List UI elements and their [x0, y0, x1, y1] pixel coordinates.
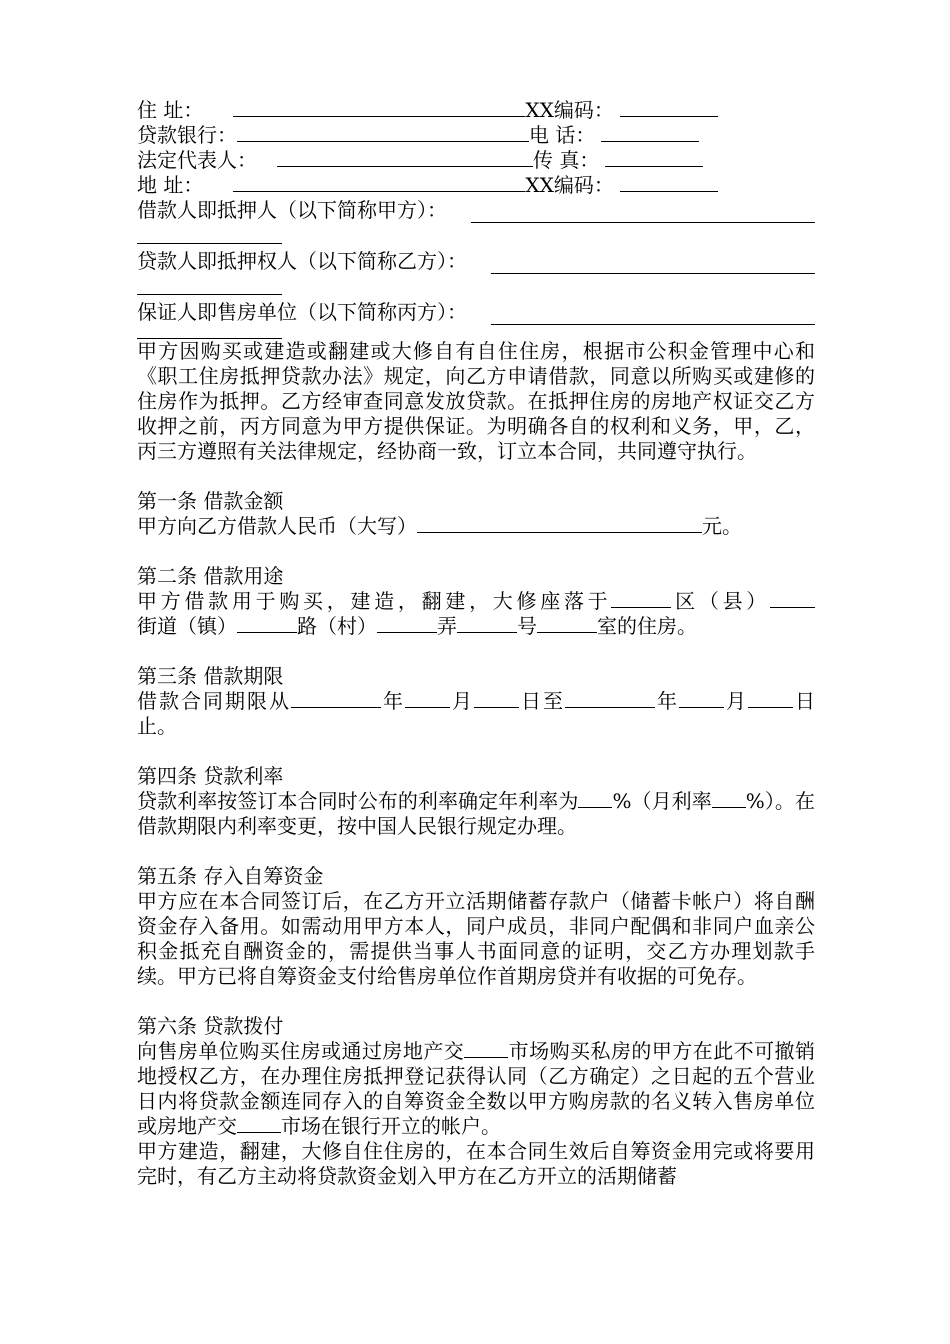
blank[interactable]: [291, 689, 381, 708]
article-3-text: 借款合同期限从 年 月 日至 年 月 日止。: [137, 689, 815, 738]
blank[interactable]: [471, 204, 815, 223]
blank[interactable]: [537, 614, 597, 633]
article-1-title: 第一条 借款金额: [137, 489, 284, 513]
article-2-text: 甲方借款用于购买，建造，翻建，大修座落于 区（县）街道（镇） 路（村） 弄 号 室的住房。: [137, 589, 815, 639]
article-3-title: 第三条 借款期限: [137, 664, 284, 688]
blank[interactable]: [417, 514, 702, 533]
field-legal-rep: 法定代表人： 传 真：: [137, 148, 815, 173]
blank[interactable]: [611, 589, 671, 608]
blank[interactable]: [620, 173, 718, 192]
blank[interactable]: [474, 689, 519, 708]
blank[interactable]: [464, 1039, 508, 1058]
article-6-text: 向售房单位购买住房或通过房地产交 市场购买私房的甲方在此不可撤销地授权乙方，在办理住房抵押登记获得认同（乙方确定）之日起的五个营业日内将贷款金额连同存入的自筹资金全数以甲方购房款的名义转入售房单位或房地产交 市场在银行开立的帐户。: [137, 1039, 816, 1138]
blank[interactable]: [748, 689, 793, 708]
blank[interactable]: [578, 789, 612, 808]
blank[interactable]: [377, 614, 437, 633]
blank[interactable]: [620, 98, 718, 117]
blank[interactable]: [137, 243, 282, 244]
blank[interactable]: [457, 614, 517, 633]
party-borrower: 借款人即抵押人（以下简称甲方）：: [137, 198, 815, 223]
blank[interactable]: [491, 306, 815, 325]
article-4-title: 第四条 贷款利率: [137, 764, 284, 788]
blank[interactable]: [770, 589, 815, 608]
field-lending-bank: 贷款银行： 电 话：: [137, 123, 815, 148]
blank[interactable]: [237, 1114, 281, 1133]
preamble: 甲方因购买或建造或翻建或大修自有自住住房，根据市公积金管理中心和《职工住房抵押贷款办法》规定，向乙方申请借款，同意以所购买或建修的住房作为抵押。乙方经审查同意发放贷款。在抵押住房的房地产权证交乙方收押之前，丙方同意为甲方提供保证。为明确各自的权利和义务，甲，乙，丙三方遵照有关法律规定，经协商一致，订立本合同，共同遵守执行。: [137, 339, 815, 463]
field-address: 住 址： XX编码：: [137, 98, 815, 123]
article-5-title: 第五条 存入自筹资金: [137, 864, 324, 888]
blank[interactable]: [137, 294, 282, 295]
blank[interactable]: [233, 173, 525, 192]
blank[interactable]: [491, 255, 815, 274]
blank[interactable]: [565, 689, 655, 708]
article-2-title: 第二条 借款用途: [137, 564, 284, 588]
blank[interactable]: [277, 148, 533, 167]
blank[interactable]: [601, 123, 699, 142]
blank[interactable]: [679, 689, 724, 708]
field-address-2: 地 址： XX编码：: [137, 173, 815, 198]
party-lender: 贷款人即抵押权人（以下简称乙方）：: [137, 249, 815, 274]
blank[interactable]: [237, 123, 529, 142]
article-6-text-2: 甲方建造，翻建，大修自住住房的，在本合同生效后自筹资金用完或将要用完时，有乙方主动将贷款资金划入甲方在乙方开立的活期储蓄: [137, 1139, 815, 1188]
blank[interactable]: [405, 689, 450, 708]
article-4-text: 贷款利率按签订本合同时公布的利率确定年利率为 %（月利率 %）。在借款期限内利率变更，按中国人民银行规定办理。: [137, 789, 815, 838]
blank[interactable]: [605, 148, 703, 167]
blank[interactable]: [233, 98, 525, 117]
blank[interactable]: [712, 789, 746, 808]
article-5-text: 甲方应在本合同签订后，在乙方开立活期储蓄存款户（储蓄卡帐户）将自酬资金存入备用。如需动用甲方本人，同户成员，非同户配偶和非同户血亲公积金抵充自酬资金的，需提供当事人书面同意的证明，交乙方办理划款手续。甲方已将自筹资金支付给售房单位作首期房贷并有收据的可免存。: [137, 889, 815, 988]
contract-body: [137, 98, 815, 1189]
article-1-text: 甲方向乙方借款人民币（大写） 元。: [137, 514, 742, 538]
blank[interactable]: [237, 614, 297, 633]
party-guarantor: 保证人即售房单位（以下简称丙方）：: [137, 300, 815, 325]
article-6-title: 第六条 贷款拨付: [137, 1014, 284, 1038]
